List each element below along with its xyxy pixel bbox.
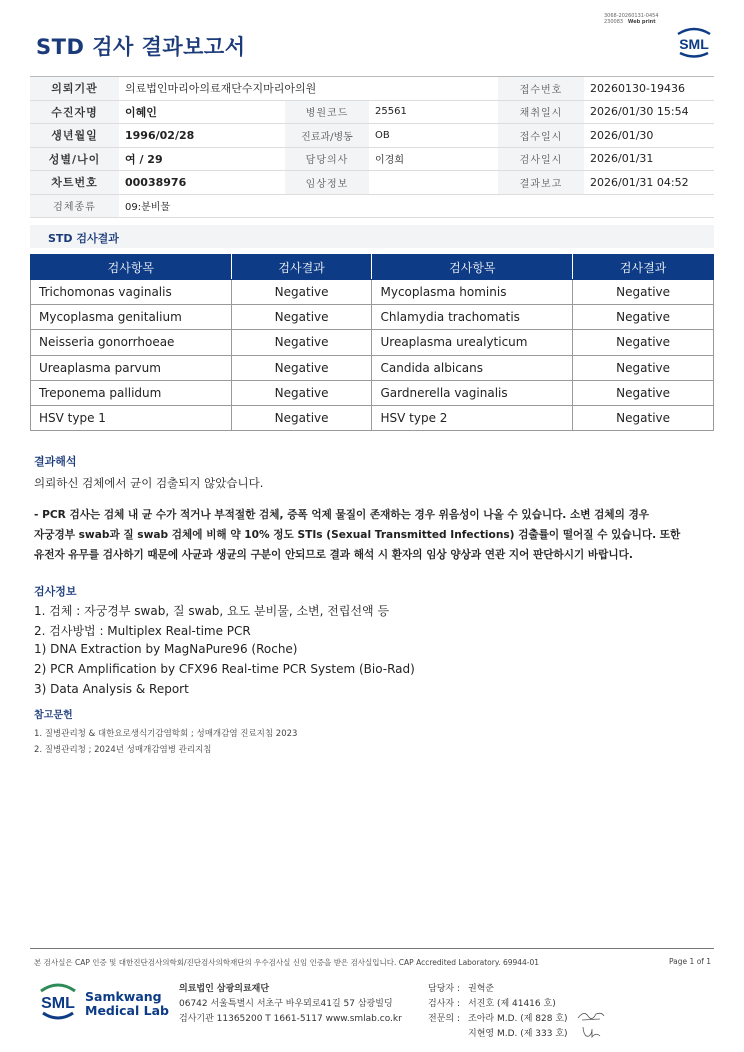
table-row [31, 380, 714, 405]
report-time-value: 2026/01/31 04:52 [584, 171, 714, 195]
interpretation-note [34, 505, 714, 565]
test-item: Mycoplasma hominis [372, 280, 573, 305]
document-code [604, 13, 659, 25]
sml-footer-logo [36, 979, 80, 1023]
staff-name: 서진호 (제 41416 호) [468, 999, 556, 1009]
test-item: HSV type 1 [31, 405, 232, 430]
label-patient-name: 수진자명 [30, 100, 119, 124]
test-result: Negative [231, 330, 372, 355]
footer-divider [30, 948, 714, 949]
header-test-item: 검사항목 [372, 255, 573, 280]
table-row [31, 355, 714, 380]
test-item: Ureaplasma urealyticum [372, 330, 573, 355]
table-row [31, 405, 714, 430]
label-clinical-info: 임상정보 [285, 171, 369, 195]
brand-name-line1: Samkwang [85, 989, 162, 1004]
test-result: Negative [573, 330, 714, 355]
hospital-code-value: 25561 [369, 100, 498, 124]
specimen-type-value: 09:분비물 [119, 194, 714, 218]
header-test-item: 검사항목 [31, 255, 232, 280]
staff-role: 전문의 : [428, 1014, 460, 1024]
test-info-line: 2. 검사방법 : Multiplex Real-time PCR [34, 624, 251, 638]
test-item: Trichomonas vaginalis [31, 280, 232, 305]
doc-code-number: 230083 [604, 19, 624, 25]
results-section-title: STD 검사결과 [48, 232, 119, 245]
table-row [31, 305, 714, 330]
label-receipt-date: 접수일시 [498, 124, 584, 148]
doc-code-line1: 3068-20260131-0454 [604, 13, 659, 19]
results-header-row [31, 255, 714, 280]
info-row [30, 147, 714, 171]
test-item: HSV type 2 [372, 405, 573, 430]
interpretation-note-line: - PCR 검사는 검체 내 균 수가 적거나 부적절한 검체, 증폭 억제 물질이 존재하는 경우 위음성이 나올 수 있습니다. 소변 검체의 경우 [34, 509, 650, 521]
test-item: Chlamydia trachomatis [372, 305, 573, 330]
doctor-value: 이경희 [369, 147, 498, 171]
label-collection-time: 채취일시 [498, 100, 584, 124]
test-result: Negative [573, 280, 714, 305]
patient-name-value: 이혜인 [119, 100, 285, 124]
results-section-header [30, 225, 714, 248]
sml-footer-logo-text: SML [41, 995, 75, 1012]
signature-icon [576, 1008, 606, 1024]
staff-role: 담당자 : [428, 984, 460, 994]
info-row [30, 171, 714, 195]
test-item: Candida albicans [372, 355, 573, 380]
clinical-info-value [369, 171, 498, 195]
test-result: Negative [231, 355, 372, 380]
staff-name: 권혁준 [468, 984, 495, 994]
test-result: Negative [573, 305, 714, 330]
label-doctor: 담당의사 [285, 147, 369, 171]
table-row [31, 330, 714, 355]
references-heading: 참고문헌 [34, 710, 73, 721]
requesting-org-value: 의료법인마리아의료재단수지마리아의원 [119, 77, 498, 101]
signature-icon [580, 1024, 604, 1040]
test-result: Negative [231, 280, 372, 305]
receipt-date-value: 2026/01/30 [584, 124, 714, 148]
header-test-result: 검사결과 [573, 255, 714, 280]
org-name: 의료법인 삼광의료재단 [179, 984, 270, 994]
sex-age-value: 여 / 29 [119, 147, 285, 171]
test-item: Neisseria gonorrhoeae [31, 330, 232, 355]
receipt-number-value: 20260130-19436 [584, 77, 714, 101]
label-receipt-number: 접수번호 [498, 77, 584, 101]
std-results-table [30, 254, 714, 431]
label-test-date: 검사일시 [498, 147, 584, 171]
birth-date-value: 1996/02/28 [119, 124, 285, 148]
web-print-label: Web print [627, 19, 656, 25]
test-result: Negative [231, 305, 372, 330]
label-sex-age: 성별/나이 [30, 147, 119, 171]
test-info-line: 1. 검체 : 자궁경부 swab, 질 swab, 요도 분비물, 소변, 전립선액 등 [34, 604, 390, 618]
label-hospital-code: 병원코드 [285, 100, 369, 124]
reference-line: 2. 질병관리청 ; 2024년 성매개감염병 관리지침 [34, 745, 212, 755]
test-result: Negative [231, 405, 372, 430]
info-row [30, 124, 714, 148]
test-info-heading: 검사정보 [34, 585, 77, 598]
page-title: STD 검사 결과보고서 [36, 35, 246, 59]
chart-number-value: 00038976 [119, 171, 285, 195]
interpretation-note-line: 유전자 유무를 검사하기 때문에 사균과 생균의 구분이 안되므로 결과 해석 시 환자의 임상 양상과 연관 지어 판단하시기 바랍니다. [34, 549, 633, 561]
test-item: Treponema pallidum [31, 380, 232, 405]
label-requesting-org: 의뢰기관 [30, 77, 119, 101]
test-result: Negative [573, 380, 714, 405]
table-row [31, 280, 714, 305]
accreditation-note: 본 검사실은 CAP 인증 및 대한진단검사의학회/진단검사의학재단의 우수검사실 신임 인증을 받은 검사실입니다. CAP Accredited Laboratory. 69944-01 [34, 958, 540, 967]
header-test-result: 검사결과 [231, 255, 372, 280]
test-date-value: 2026/01/31 [584, 147, 714, 171]
org-address: 06742 서울특별시 서초구 바우뫼로41길 57 삼광빌딩 [179, 999, 393, 1009]
sml-logo-text: SML [679, 36, 709, 52]
reference-line: 1. 질병관리청 & 대한요로생식기감염학회 ; 성매개감염 진료지침 2023 [34, 729, 298, 739]
label-report-time: 결과보고 [498, 171, 584, 195]
label-birth-date: 생년월일 [30, 124, 119, 148]
test-result: Negative [573, 405, 714, 430]
test-result: Negative [573, 355, 714, 380]
test-result: Negative [231, 380, 372, 405]
interpretation-heading: 결과해석 [34, 455, 77, 468]
page-number: Page 1 of 1 [669, 957, 712, 966]
interpretation-note-line: 자궁경부 swab과 질 swab 검체에 비해 약 10% 정도 STIs (Sexual Transmitted Infections) 검출률이 떨어질 수 있습니다. 또한 [34, 529, 681, 541]
staff-name: 조아라 M.D. (제 828 호) [468, 1014, 568, 1024]
label-chart-number: 차트번호 [30, 171, 119, 195]
patient-info-table [30, 76, 714, 218]
staff-role: 검사자 : [428, 999, 460, 1009]
test-info-line: 3) Data Analysis & Report [34, 682, 189, 696]
staff-name: 지현영 M.D. (제 333 호) [468, 1029, 568, 1039]
department-value: OB [369, 124, 498, 148]
collection-time-value: 2026/01/30 15:54 [584, 100, 714, 124]
sml-logo [672, 26, 716, 60]
label-specimen-type: 검체종류 [30, 194, 119, 218]
org-contact: 검사기관 11365200 T 1661-5117 www.smlab.co.kr [179, 1014, 402, 1024]
test-item: Mycoplasma genitalium [31, 305, 232, 330]
interpretation-summary: 의뢰하신 검체에서 균이 검출되지 않았습니다. [34, 476, 264, 490]
test-info-line: 1) DNA Extraction by MagNaPure96 (Roche) [34, 642, 298, 656]
test-item: Ureaplasma parvum [31, 355, 232, 380]
info-row [30, 100, 714, 124]
info-row [30, 77, 714, 101]
doc-code-line2 [604, 19, 659, 25]
brand-name-line2: Medical Lab [85, 1003, 169, 1018]
test-item: Gardnerella vaginalis [372, 380, 573, 405]
test-info-line: 2) PCR Amplification by CFX96 Real-time PCR System (Bio-Rad) [34, 662, 415, 676]
info-row [30, 194, 714, 218]
label-department: 진료과/병동 [285, 124, 369, 148]
